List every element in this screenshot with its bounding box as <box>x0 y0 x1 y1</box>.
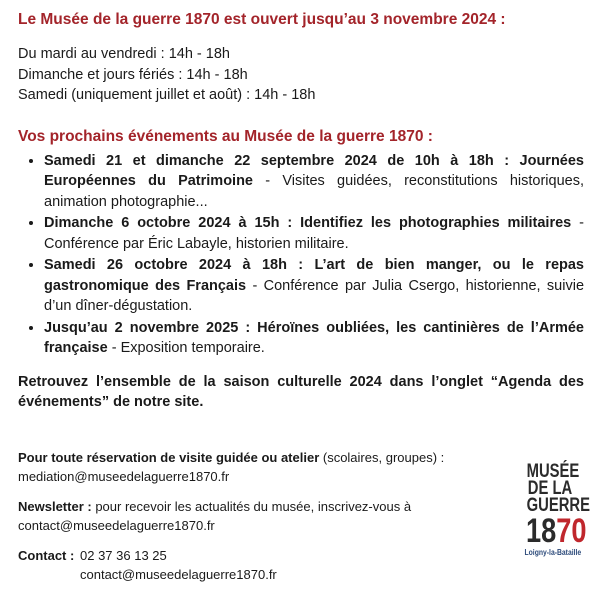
event-item <box>44 213 584 254</box>
event-headline: Jusqu’au 2 novembre 2025 : Héroïnes oubliées, les cantinières de l’Armée française <box>44 319 584 356</box>
event-item <box>44 255 584 317</box>
hours-line: Samedi (uniquement juillet et août) : 14h - 18h <box>18 87 316 103</box>
contact-phone[interactable]: 02 37 36 13 25 <box>80 548 167 563</box>
reservation-detail: (scolaires, groupes) : <box>319 450 445 465</box>
contact-label: Contact : <box>18 548 75 563</box>
event-description: - Exposition temporaire. <box>107 340 265 356</box>
hours-line: Dimanche et jours fériés : 14h - 18h <box>18 66 248 83</box>
event-description: - Conférence par Éric Labayle, historien militaire. <box>44 215 584 252</box>
season-note: Retrouvez l’ensemble de la saison culturelle 2024 dans l’onglet “Agenda des événements” de notre site. <box>18 373 584 410</box>
newsletter-info <box>18 497 488 535</box>
reservation-email-link[interactable]: mediation@museedelaguerre1870.fr <box>18 469 230 484</box>
events-title: Vos prochains événements au Musée de la guerre 1870 : <box>18 127 433 145</box>
events-list <box>18 151 584 359</box>
logo-year-red: 70 <box>556 512 587 550</box>
newsletter-email-link[interactable]: contact@museedelaguerre1870.fr <box>18 518 215 533</box>
logo-year <box>526 512 587 550</box>
museum-info <box>18 10 584 413</box>
contact-info <box>18 546 488 584</box>
hours-line: Du mardi au vendredi : 14h - 18h <box>18 46 230 62</box>
event-headline: Samedi 26 octobre 2024 à 18h : L’art de bien manger, ou le repas gastronomique des Français <box>44 257 584 294</box>
museum-logo <box>520 461 591 558</box>
logo-year-black: 18 <box>526 512 557 550</box>
contact-email-link[interactable]: contact@museedelaguerre1870.fr <box>80 567 277 582</box>
reservation-info <box>18 448 488 486</box>
logo-line: DE LA <box>527 478 573 499</box>
event-item <box>44 151 584 213</box>
logo-line: MUSÉE <box>526 461 580 482</box>
logo-line: GUERRE <box>526 495 591 516</box>
contact-block <box>18 448 488 584</box>
event-headline: Dimanche 6 octobre 2024 à 15h : Identifiez les photographies militaires <box>44 215 572 231</box>
logo-place: Loigny-la-Bataille <box>524 548 582 557</box>
event-item <box>44 318 584 359</box>
newsletter-detail: pour recevoir les actualités du musée, inscrivez-vous à <box>91 499 412 514</box>
newsletter-label: Newsletter : <box>18 499 92 514</box>
contact-values <box>80 546 277 584</box>
opening-title: Le Musée de la guerre 1870 est ouvert jusqu’au 3 novembre 2024 : <box>18 11 506 28</box>
event-description: - Visites guidées, reconstitutions historiques, animation photographie... <box>44 173 584 210</box>
event-headline: Samedi 21 et dimanche 22 septembre 2024 de 10h à 18h : Journées Européennes du Patrimoine <box>44 152 584 189</box>
event-description: - Conférence par Julia Csergo, historienne, suivie d’un dîner-dégustation. <box>44 277 585 314</box>
reservation-label: Pour toute réservation de visite guidée ou atelier <box>18 450 320 465</box>
opening-hours <box>18 44 584 106</box>
